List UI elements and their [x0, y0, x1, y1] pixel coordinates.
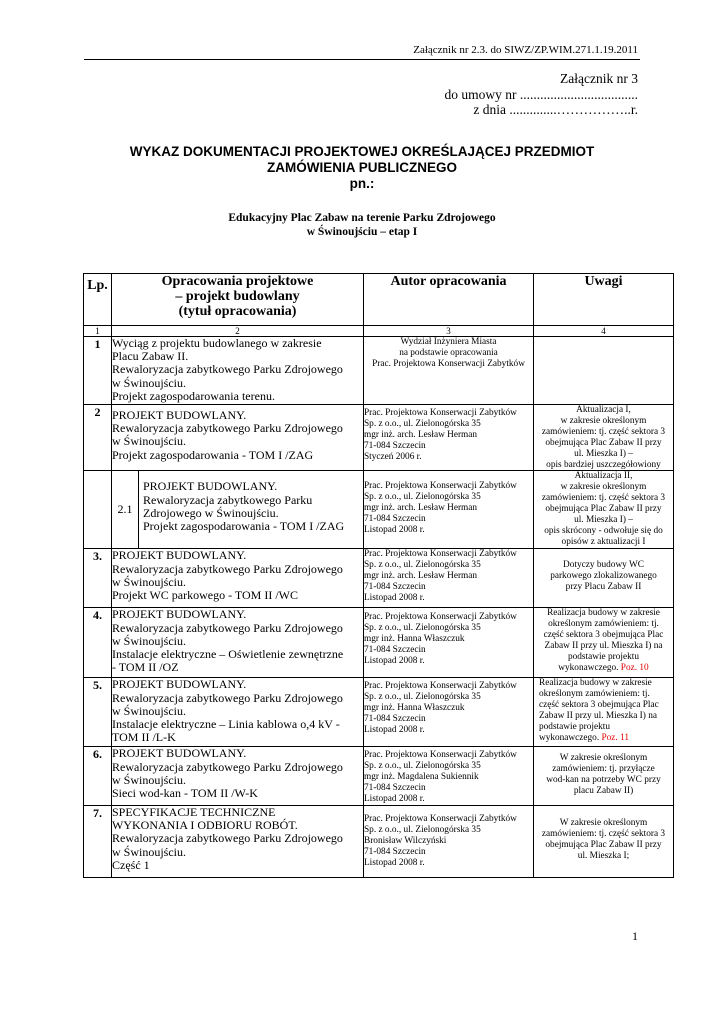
- row-description: PROJEKT BUDOWLANY. Rewaloryzacja zabytkowego Parku Zdrojowego w Świnoujściu. Instalacje elektryczne – Oświetlenie zewnętrzne - TOM II /OZ: [112, 608, 364, 678]
- header-author: Autor opracowania: [364, 274, 534, 326]
- header-notes: Uwagi: [534, 274, 674, 326]
- table-row: [84, 549, 674, 608]
- row-description: PROJEKT BUDOWLANY. Rewaloryzacja zabytkowego Parku Zdrojowego w Świnoujściu. Instalacje elektryczne – Linia kablowa o,4 kV - TOM II /L-K: [112, 678, 364, 747]
- row-author: Prac. Projektowa Konserwacji Zabytków Sp. z o.o., ul. Zielonogórska 35 Bronisław Wilczyński 71-084 Szczecin Listopad 2008 r.: [364, 805, 534, 877]
- table-row: [84, 608, 674, 678]
- row-author: Prac. Projektowa Konserwacji Zabytków Sp. z o.o., ul. Zielonogórska 35 mgr inż. Hanna Właszczuk 71-084 Szczecin Listopad 2008 r.: [364, 608, 534, 678]
- row-lp-empty: [84, 471, 112, 549]
- row-notes: [534, 337, 674, 405]
- row-notes: Dotyczy budowy WC parkowego zlokalizowanego przy Placu Zabaw II: [534, 549, 674, 608]
- column-number: 4: [534, 326, 674, 337]
- row-description: PROJEKT BUDOWLANY. Rewaloryzacja zabytkowego Parku Zdrojowego w Świnoujściu. Sieci wod-kan - TOM II /W-K: [112, 747, 364, 806]
- row-lp: 1: [84, 337, 112, 405]
- contract-number-line: do umowy nr ...................................: [444, 87, 638, 102]
- row-notes: Realizacja budowy w zakresie określonym zamówieniem: tj. część sektora 3 obejmująca Plac Zabaw II przy ul. Mieszka I) na podstawie projektu wykonawczego. Poz. 10: [534, 608, 674, 678]
- header-doc-line: (tytuł opracowania): [178, 304, 297, 319]
- header-doc-line: – projekt budowlany: [175, 289, 300, 304]
- table-row: [84, 805, 674, 877]
- page-number: 1: [632, 929, 638, 943]
- table-row: [84, 747, 674, 806]
- title-line: WYKAZ DOKUMENTACJI PROJEKTOWEJ OKREŚLAJĄCEJ PRZEDMIOT: [129, 144, 595, 159]
- title-line: ZAMÓWIENIA PUBLICZNEGO: [267, 160, 457, 175]
- row-sub-lp: 2.1: [112, 471, 139, 548]
- row-lp: 5.: [84, 678, 112, 747]
- row-author: Prac. Projektowa Konserwacji Zabytków Sp. z o.o., ul. Zielonogórska 35 mgr inż. Magdalena Sukiennik 71-084 Szczecin Listopad 2008 r.: [364, 747, 534, 806]
- row-author: Prac. Projektowa Konserwacji Zabytków Sp. z o.o., ul. Zielonogórska 35 mgr inż. arch. Lesław Herman 71-084 Szczecin Styczeń 2006 r.: [364, 405, 534, 471]
- row-notes: Realizacja budowy w zakresie określonym zamówieniem: tj. część sektora 3 obejmująca Plac Zabaw II przy ul. Mieszka I) na podstawie projektu wykonawczego. Poz. 11: [534, 678, 674, 747]
- subtitle-line: w Świnoujściu – etap I: [306, 226, 418, 238]
- row-lp: 7.: [84, 805, 112, 877]
- row-description: PROJEKT BUDOWLANY. Rewaloryzacja zabytkowego Parku Zdrojowego w Świnoujściu. Projekt WC parkowego - TOM II /WC: [112, 549, 364, 608]
- document-title: [84, 144, 640, 192]
- attachment-title: Załącznik nr 3: [560, 71, 638, 86]
- header-divider: [84, 59, 640, 60]
- contract-date-line: z dnia ..............……………..r.: [473, 102, 638, 117]
- position-reference: Poz. 10: [620, 662, 649, 673]
- row-lp: 4.: [84, 608, 112, 678]
- header-doc-line: Opracowania projektowe: [161, 274, 314, 289]
- row-author: Prac. Projektowa Konserwacji Zabytków Sp. z o.o., ul. Zielonogórska 35 mgr inż. arch. Lesław Herman 71-084 Szczecin Listopad 2008 r.: [364, 471, 534, 549]
- table-header-row: [84, 274, 674, 326]
- column-number: 3: [364, 326, 534, 337]
- project-subtitle: [84, 211, 640, 239]
- row-author: Prac. Projektowa Konserwacji Zabytków Sp. z o.o., ul. Zielonogórska 35 mgr inż. Hanna Właszczuk 71-084 Szczecin Listopad 2008 r.: [364, 678, 534, 747]
- row-author: Wydział Inżyniera Miasta na podstawie opracowania Prac. Projektowa Konserwacji Zabytków: [364, 337, 534, 405]
- row-lp: 3.: [84, 549, 112, 608]
- row-author: Prac. Projektowa Konserwacji Zabytków Sp. z o.o., ul. Zielonogórska 35 mgr inż. arch. Lesław Herman 71-084 Szczecin Listopad 2008 r.: [364, 549, 534, 608]
- row-notes: W zakresie określonym zamówieniem: tj. przyłącze wod-kan na potrzeby WC przy placu Zabaw II): [534, 747, 674, 806]
- row-notes: W zakresie określonym zamówieniem: tj. część sektora 3 obejmująca Plac Zabaw II przy ul. Mieszka I;: [534, 805, 674, 877]
- documentation-table: [83, 273, 674, 878]
- table-row: [84, 337, 674, 405]
- row-lp: 2: [84, 405, 112, 471]
- column-number: 2: [112, 326, 364, 337]
- table-row: [84, 405, 674, 471]
- attachment-block: [445, 71, 639, 117]
- row-description: Wyciąg z projektu budowlanego w zakresie Placu Zabaw II. Rewaloryzacja zabytkowego Parku Zdrojowego w Świnoujściu. Projekt zagospodarowania terenu.: [112, 337, 364, 405]
- row-description: PROJEKT BUDOWLANY. Rewaloryzacja zabytkowego Parku Zdrojowego w Świnoujściu. Projekt zagospodarowania - TOM I /ZAG: [112, 405, 364, 471]
- header-documentation: [112, 274, 364, 326]
- row-notes: Aktualizacja II, w zakresie określonym zamówieniem: tj. część sektora 3 obejmująca Plac Zabaw II przy ul. Mieszka I) – opis skrócony - odwołuje się do opisów z aktualizacji I: [534, 471, 674, 549]
- subtitle-line: Edukacyjny Plac Zabaw na terenie Parku Zdrojowego: [228, 212, 496, 224]
- row-notes: Aktualizacja I, w zakresie określonym zamówieniem: tj. część sektora 3 obejmująca Plac Zabaw II przy ul. Mieszka I) – opis bardziej uszczegółowiony: [534, 405, 674, 471]
- row-lp: 6.: [84, 747, 112, 806]
- title-line: pn.:: [349, 176, 375, 191]
- row-description: 2.1 PROJEKT BUDOWLANY. Rewaloryzacja zabytkowego Parku Zdrojowego w Świnoujściu. Projekt zagospodarowania - TOM I /ZAG: [112, 471, 364, 549]
- header-lp: Lp.: [84, 274, 112, 326]
- table-row: [84, 471, 674, 549]
- annex-reference: Załącznik nr 2.3. do SIWZ/ZP.WIM.271.1.19.2011: [413, 44, 638, 56]
- table-row: [84, 678, 674, 747]
- column-number: 1: [84, 326, 112, 337]
- row-description: SPECYFIKACJE TECHNICZNE WYKONANIA I ODBIORU ROBÓT. Rewaloryzacja zabytkowego Parku Zdrojowego w Świnoujściu. Część 1: [112, 805, 364, 877]
- position-reference: Poz. 11: [601, 732, 630, 743]
- column-number-row: [84, 326, 674, 337]
